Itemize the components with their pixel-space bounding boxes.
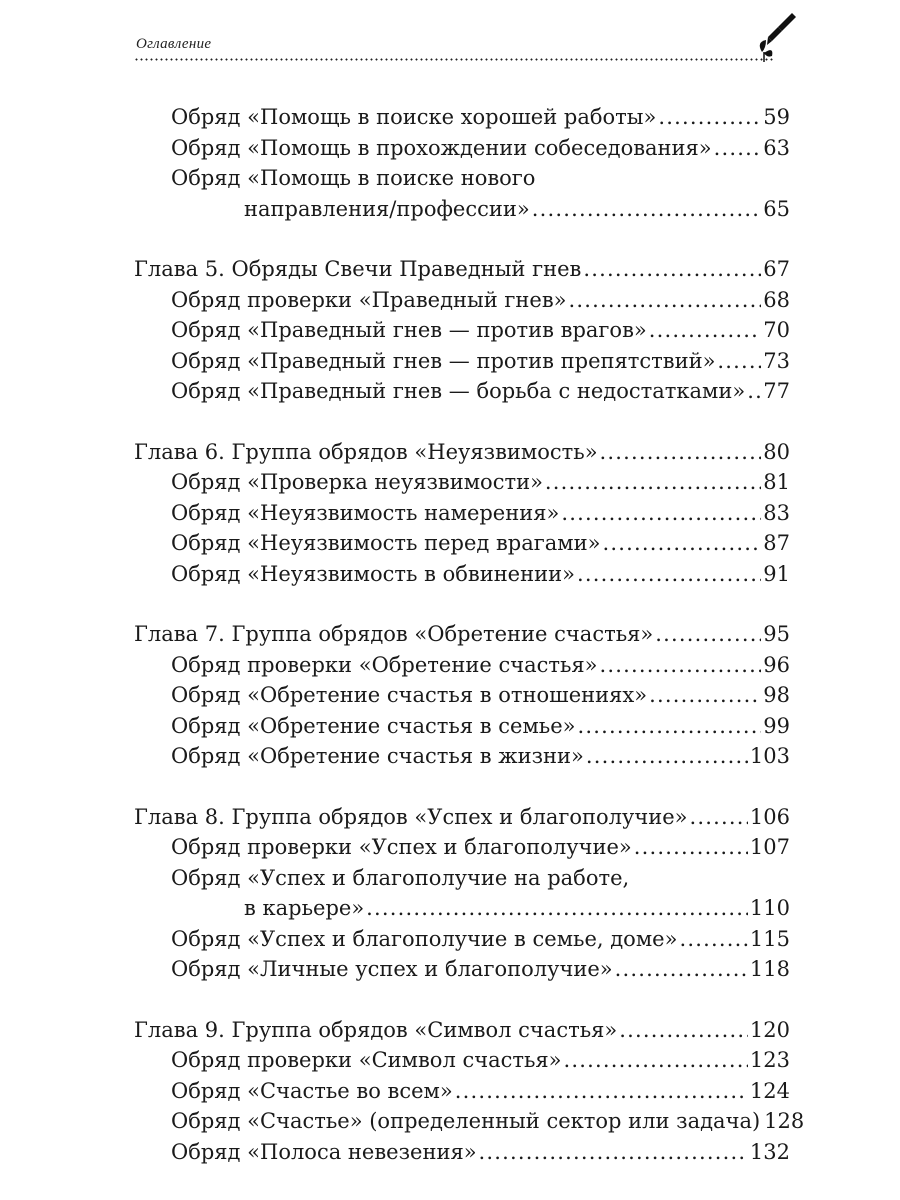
page-number: 65 [763,196,790,221]
toc-entry [134,102,790,133]
toc-entry [134,832,790,863]
dot-leader [600,437,762,468]
chapter-entry [134,1015,790,1046]
page-number: 68 [763,287,790,312]
page-number: 83 [763,500,790,525]
toc-entry [134,1045,790,1076]
dot-leader [569,285,762,316]
toc-entry-text: Обряд «Праведный гнев — борьба с недостатками» [171,379,746,403]
toc-entry [134,680,790,711]
toc-entry [134,346,790,377]
page-number: 91 [763,561,790,586]
chapter-entry [134,802,790,833]
page-number: 77 [763,379,790,403]
dot-leader [577,559,761,590]
toc-entry [134,954,790,985]
toc-entry-continuation [134,194,790,225]
chapter-entry-text: Глава 8. Группа обрядов «Успех и благополучие» [134,804,688,829]
page-number: 70 [763,318,790,342]
page-number: 123 [749,1048,790,1072]
page-number: 81 [763,470,790,494]
chapter-entry [134,619,790,650]
page-number: 80 [763,439,790,464]
page-number: 98 [763,683,790,707]
page-number: 63 [763,135,790,160]
toc-entry-text: Обряд «Счастье во всем» [171,1078,453,1103]
dot-leader [532,194,762,225]
page-number: 106 [749,804,790,829]
toc-entry [134,1137,790,1168]
toc-entry [134,924,790,955]
page-number: 95 [763,622,790,646]
toc-section [134,802,790,985]
dot-leader [561,498,761,529]
toc-entry-text: Обряд «Личные успех и благополучие» [171,957,613,981]
running-header [134,30,784,64]
toc-entry-text: Обряд «Помощь в прохождении собеседования» [171,135,712,160]
toc-entry-text: Обряд проверки «Обретение счастья» [171,652,598,677]
page-number: 107 [749,835,790,859]
dot-leader [455,1076,748,1107]
page-number: 87 [763,531,790,555]
dot-leader [545,467,761,498]
toc-entry-text: Обряд «Обретение счастья в отношениях» [171,683,648,707]
toc-section [134,437,790,590]
dot-leader [479,1137,748,1168]
page-number: 128 [764,1109,805,1133]
header-title: Оглавление [136,36,212,52]
page-number: 115 [749,926,790,951]
toc-entry [134,559,790,590]
chapter-entry-text: Глава 6. Группа обрядов «Неуязвимость» [134,439,598,464]
toc-entry-text: Обряд «Помощь в поиске нового [171,166,536,190]
page-number: 67 [763,257,790,281]
dot-leader [658,102,761,133]
toc-entry [134,285,790,316]
page-number: 103 [749,744,790,768]
page-number: 120 [749,1017,790,1042]
dot-leader [649,680,761,711]
dot-leader [586,741,748,772]
page-number: 73 [763,348,790,373]
dot-leader [717,346,761,377]
toc-entry-text: Обряд «Обретение счастья в семье» [171,713,576,738]
toc-entry [134,650,790,681]
toc-entry-text: Обряд «Успех и благополучие на работе, [171,865,630,890]
toc-section [134,102,790,224]
toc-entry [134,528,790,559]
chapter-entry [134,437,790,468]
toc-entry-continuation [134,893,790,924]
toc-entry [134,711,790,742]
page-number: 124 [749,1078,790,1103]
toc-entry [134,163,790,194]
toc-section [134,254,790,407]
toc-entry-continuation-text: направления/профессии» [244,196,530,221]
toc-entry-text: Обряд «Неуязвимость перед врагами» [171,531,601,555]
dot-leader [583,254,761,285]
toc-entry [134,315,790,346]
dot-leader [578,711,762,742]
dot-leader [649,315,762,346]
toc-entry [134,498,790,529]
dot-leader [689,802,747,833]
toc-section [134,619,790,772]
page-number: 99 [763,713,790,738]
toc-entry-continuation-text: в карьере» [244,896,365,920]
toc-entry-text: Обряд проверки «Успех и благополучие» [171,835,632,859]
dot-leader [366,893,748,924]
table-of-contents [134,102,805,1197]
toc-entry [134,1106,805,1137]
toc-entry [134,376,790,407]
toc-entry [134,467,790,498]
toc-entry-text: Обряд «Проверка неуязвимости» [171,470,543,494]
dot-leader [619,1015,748,1046]
toc-entry-text: Обряд «Полоса невезения» [171,1139,477,1164]
page-number: 96 [763,652,790,677]
dot-leader [679,924,747,955]
toc-entry [134,741,790,772]
dot-leader [655,619,761,650]
toc-entry-text: Обряд проверки «Символ счастья» [171,1048,562,1072]
toc-entry-text: Обряд «Помощь в поиске хорошей работы» [171,105,657,129]
toc-entry [134,1076,790,1107]
quill-icon [752,10,800,62]
page-number: 110 [749,896,790,920]
header-dotted-rule [134,58,774,61]
toc-section [134,1015,805,1168]
toc-entry [134,133,790,164]
toc-entry-text: Обряд «Обретение счастья в жизни» [171,744,584,768]
dot-leader [714,133,762,164]
toc-entry-text: Обряд «Счастье» (определенный сектор или задача) [171,1109,761,1133]
chapter-entry-text: Глава 9. Группа обрядов «Символ счастья» [134,1017,618,1042]
toc-entry-text: Обряд «Успех и благополучие в семье, доме» [171,926,678,951]
dot-leader [602,528,761,559]
toc-entry-text: Обряд «Неуязвимость намерения» [171,500,560,525]
page-number: 59 [763,105,790,129]
toc-entry-text: Обряд «Неуязвимость в обвинении» [171,561,575,586]
dot-leader [600,650,762,681]
toc-entry [134,863,790,894]
toc-entry-text: Обряд «Праведный гнев — против препятствий» [171,348,716,373]
chapter-entry-text: Глава 5. Обряды Свечи Праведный гнев [134,257,582,281]
chapter-entry [134,254,790,285]
dot-leader [564,1045,748,1076]
toc-entry-text: Обряд «Праведный гнев — против врагов» [171,318,647,342]
chapter-entry-text: Глава 7. Группа обрядов «Обретение счастья» [134,622,654,646]
dot-leader [747,376,761,407]
dot-leader [634,832,748,863]
page-number: 132 [749,1139,790,1164]
dot-leader [615,954,748,985]
toc-entry-text: Обряд проверки «Праведный гнев» [171,287,567,312]
page-number: 118 [749,957,790,981]
